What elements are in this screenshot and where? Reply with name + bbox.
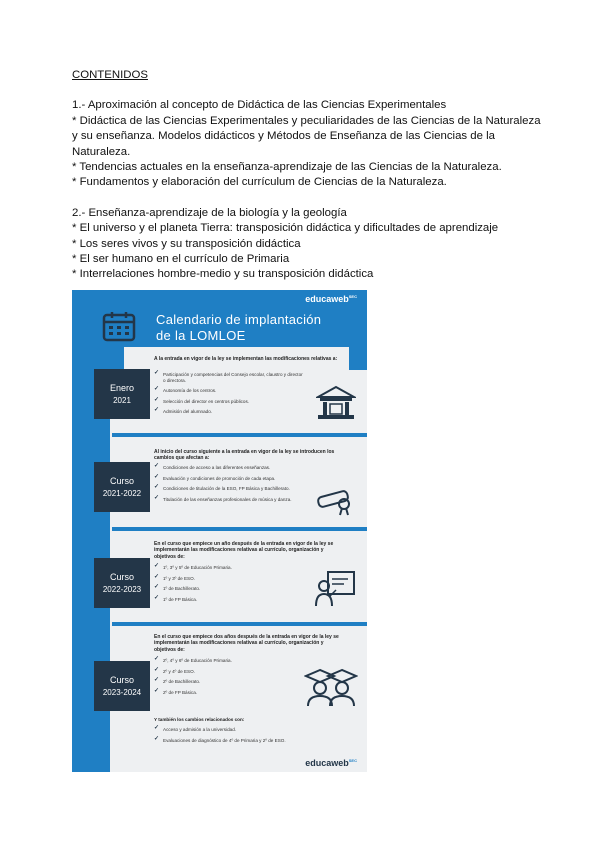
contents-heading: CONTENIDOS [72, 69, 148, 81]
section-1-item: * Fundamentos y elaboración del currículum de Ciencias de la Naturaleza. [72, 176, 447, 189]
list-item: ✓ 2º, 4º y 6º de Educación Primaria. [154, 658, 304, 664]
section-list [154, 372, 304, 420]
list-item: ✓ Selección del director en centros públicos. [154, 399, 304, 405]
section-2-item: * Los seres vivos y su transposición didáctica [72, 237, 301, 250]
section-2-item: * Interrelaciones hombre-medio y su transposición didáctica [72, 268, 374, 281]
section-2-item: * El ser humano en el currículo de Primaria [72, 253, 290, 266]
timeline-section-2022-2023 [72, 536, 367, 622]
list-item: ✓ 1º, 3º y 5º de Educación Primaria. [154, 565, 304, 571]
lomloe-infographic [72, 290, 367, 772]
section-1-item: * Didáctica de las Ciencias Experimentales y peculiaridades de las Ciencias de la Naturaleza y su enseñanza. Modelos didácticos y Métodos de Enseñanza de las Ciencias de la Naturaleza. [72, 114, 541, 158]
list-item: ✓ Condiciones de titulación de la ESO, FP Básica y Bachillerato. [154, 486, 304, 492]
additional-changes-list [154, 727, 349, 748]
list-item: ✓ 1º de Bachillerato. [154, 586, 304, 592]
student-at-board-icon [314, 570, 356, 608]
list-item: ✓ Condiciones de acceso a las diferentes enseñanzas. [154, 465, 304, 471]
section-1-item: * Tendencias actuales en la enseñanza-aprendizaje de las Ciencias de la Naturaleza. [72, 161, 502, 174]
timeline-section-2023-2024 [72, 630, 367, 754]
section-2-item: * El universo y el planeta Tierra: transposición didáctica y dificultades de aprendizaje [72, 222, 499, 235]
list-item: ✓ Evaluaciones de diagnóstico de 4º de Primaria y 2º de ESO. [154, 738, 349, 744]
list-item: ✓ Admisión del alumnado. [154, 409, 304, 415]
period-label: Curso 2021-2022 [94, 462, 150, 512]
list-item: ✓ 1º de FP Básica. [154, 597, 304, 603]
section-intro: En el curso que empiece dos años después de la entrada en vigor de la ley se implementarán las modificaciones relativas al currículo, organización y objetivos de: [154, 634, 339, 653]
section-2-title: 2.- Enseñanza-aprendizaje de la biología y la geología [72, 206, 347, 219]
period-label: Enero 2021 [94, 369, 150, 419]
list-item: ✓ 2º de Bachillerato. [154, 679, 304, 685]
section-list [154, 565, 304, 607]
list-item: ✓ 2º de FP Básica. [154, 690, 304, 696]
list-item: ✓ Autonomía de los centros. [154, 388, 304, 394]
timeline-section-2021 [72, 347, 367, 433]
document-text [72, 68, 542, 283]
brand-logo-footer: educaweb$^{SEC}$ [305, 758, 357, 768]
section-intro: En el curso que empiece un año después de la entrada en vigor de la ley se implementarán las modificaciones relativas al currículo, organización y objetivos de: [154, 541, 334, 560]
brand-logo: educaweb$^{SEC}$ [305, 294, 357, 304]
timeline-section-2021-2022 [72, 442, 367, 527]
infographic-title: Calendario de implantación de la LOMLOE [156, 312, 322, 343]
section-divider [112, 527, 367, 531]
section-list [154, 465, 304, 507]
school-building-icon [316, 385, 356, 421]
calendar-icon [102, 310, 136, 342]
list-item: ✓ Titulación de las enseñanzas profesionales de música y danza. [154, 497, 304, 503]
list-item: ✓ Evaluación y condiciones de promoción de cada etapa. [154, 476, 304, 482]
period-label: Curso 2022-2023 [94, 558, 150, 608]
section-divider [112, 622, 367, 626]
diploma-icon [314, 486, 356, 516]
section-intro: A la entrada en vigor de la ley se implementan las modificaciones relativas a: [154, 356, 338, 362]
graduates-icon [304, 666, 358, 706]
section-list [154, 658, 304, 700]
list-item: ✓ 1º y 3º de ESO. [154, 576, 304, 582]
period-label: Curso 2023-2024 [94, 661, 150, 711]
list-item: ✓ Participación y competencias del Consejo escolar, claustro y director o directora. [154, 372, 304, 383]
list-item: ✓ 2º y 4º de ESO. [154, 669, 304, 675]
list-item: ✓ Acceso y admisión a la universidad. [154, 727, 349, 733]
section-intro: Al inicio del curso siguiente a la entrada en vigor de la ley se introducen los cambios que afectan a: [154, 449, 335, 462]
additional-changes-intro: Y también los cambios relacionados con: [154, 717, 245, 722]
section-divider [112, 433, 367, 437]
section-1-title: 1.- Aproximación al concepto de Didáctica de las Ciencias Experimentales [72, 99, 447, 112]
